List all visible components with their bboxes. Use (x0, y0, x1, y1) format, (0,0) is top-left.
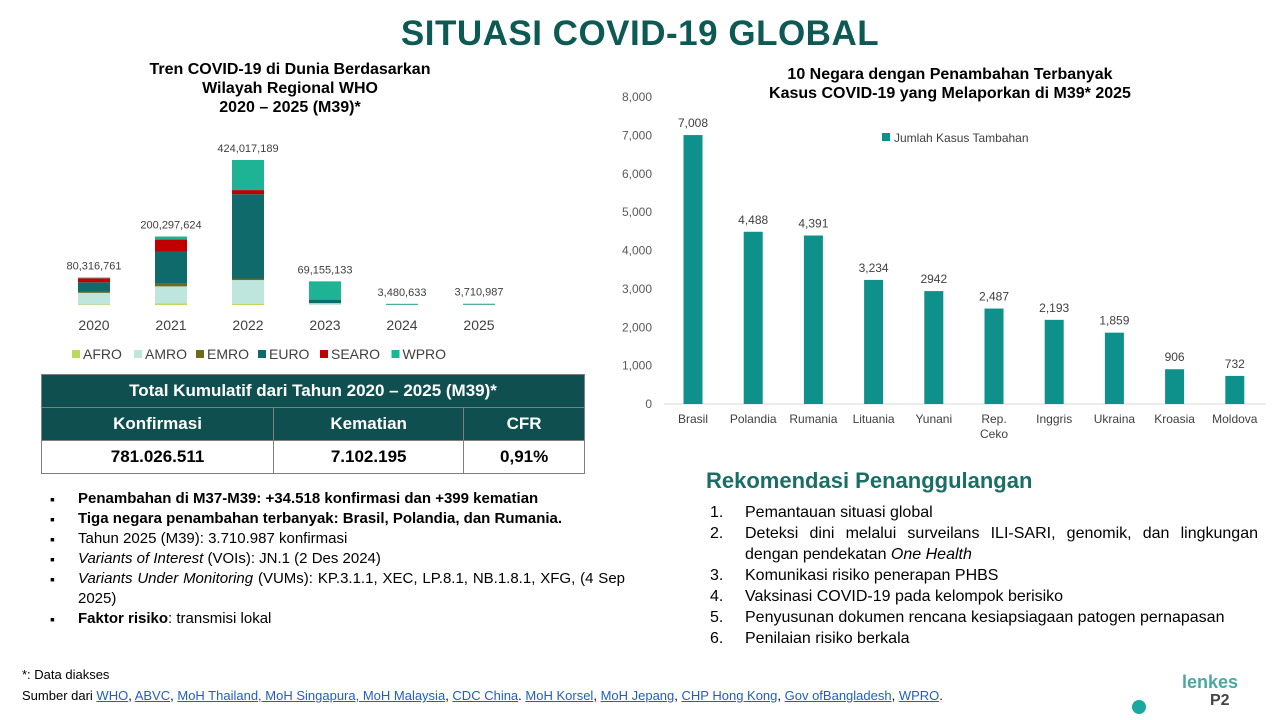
bar-segment-emro (78, 291, 110, 292)
bullet-italic-text: Variants Under Monitoring (78, 570, 254, 587)
x-tick-label: Lituania (852, 412, 895, 426)
bullet-text: (VOIs): JN.1 (2 Des 2024) (203, 550, 381, 567)
bullet-item: ▪ Tahun 2025 (M39): 3.710.987 konfirmasi (50, 529, 625, 549)
footer-separator: . (518, 688, 526, 703)
footer-separator: , (891, 688, 899, 703)
bar (684, 135, 703, 404)
bar-segment-amro (155, 286, 187, 303)
y-tick-label: 8,000 (621, 90, 652, 104)
recommendations-list (710, 502, 1258, 649)
source-link-moh-asean[interactable]: MoH Thailand, MoH Singapura, MoH Malaysia (177, 688, 446, 703)
recommendation-item (710, 607, 1258, 628)
table-header-cfr: CFR (464, 408, 585, 441)
logo-mark-icon (1132, 700, 1146, 714)
item-number: 1. (710, 504, 724, 521)
bar-segment-euro (309, 300, 341, 303)
table-value-kematian: 7.102.195 (274, 441, 464, 474)
bar-segment-amro (309, 303, 341, 305)
bar-segment-searo (232, 190, 264, 194)
legend-swatch (392, 350, 400, 358)
item-number: 4. (710, 588, 724, 605)
x-tick-label: Ceko (979, 427, 1009, 441)
bar-segment-wpro (309, 281, 341, 299)
x-tick-label: Moldova (1212, 412, 1258, 426)
total-label: 69,155,133 (297, 264, 353, 277)
legend-swatch (882, 133, 890, 141)
item-number: 3. (710, 567, 724, 584)
footer-separator: , (170, 688, 178, 703)
bar (744, 232, 763, 404)
x-tick-label: Yunani (915, 412, 953, 426)
x-tick-label: 2021 (155, 317, 187, 333)
logo-suffix: P2 (1210, 692, 1230, 709)
bullet-item (50, 569, 625, 609)
source-link-who[interactable]: WHO (96, 688, 129, 703)
data-label: 2942 (920, 272, 948, 287)
source-link-moh-korsel[interactable]: MoH Korsel (525, 688, 594, 703)
x-tick-label: 2024 (386, 317, 418, 333)
cumulative-summary-table (41, 374, 585, 474)
legend-swatch (72, 350, 80, 358)
footer-separator: , (674, 688, 682, 703)
x-tick-label: Rumania (789, 412, 838, 426)
bullet-text: (VUMs): KP.3.1.1, XEC, LP.8.1, NB.1.8.1, XFG, (4 Sep 2025) (78, 570, 625, 607)
x-tick-label: Ukraina (1093, 412, 1136, 426)
data-label: 3,234 (858, 260, 889, 275)
bar-segment-wpro (232, 160, 264, 190)
x-tick-label: Brasil (677, 412, 709, 426)
total-label: 424,017,189 (217, 143, 279, 155)
item-italic-text: One Health (890, 546, 972, 563)
right-chart-title-line-1: 10 Negara dengan Penambahan Terbanyak (787, 66, 1113, 83)
item-text: Penilaian risiko berkala (745, 630, 910, 647)
bar-segment-euro (232, 194, 264, 278)
footer-separator: , (593, 688, 601, 703)
footer-separator: , (445, 688, 453, 703)
bar-segment-amro (232, 280, 264, 304)
data-label: 2,193 (1039, 300, 1070, 315)
footer-separator: . (939, 688, 943, 703)
bar (985, 309, 1004, 404)
bar-segment-euro (155, 252, 187, 284)
bar-segment-afro (155, 303, 187, 305)
bullet-bold-text: Faktor risiko (78, 610, 169, 627)
footer-separator: , (777, 688, 785, 703)
recommendation-item (710, 502, 1258, 523)
bullet-item: ▪ Penambahan di M37-M39: +34.518 konfirmasi dan +399 kematian (50, 489, 625, 509)
legend-swatch (320, 350, 328, 358)
table-value-konfirmasi: 781.026.511 (42, 441, 274, 474)
left-chart-title-line-2: Wilayah Regional WHO (202, 80, 378, 97)
legend-swatch (258, 350, 266, 358)
table-header-konfirmasi: Konfirmasi (42, 408, 274, 441)
source-footer (22, 664, 943, 706)
bar (1105, 333, 1124, 404)
legend-label: WPRO (402, 346, 447, 362)
data-label: 1,859 (1099, 313, 1130, 328)
bar-segment-emro (155, 284, 187, 287)
footer-separator: , (128, 688, 135, 703)
total-label: 80,316,761 (66, 260, 122, 273)
legend-label: SEARO (331, 346, 381, 362)
table-header-kematian: Kematian (274, 408, 464, 441)
legend-label: EMRO (207, 346, 249, 362)
bar-segment-searo (78, 278, 110, 282)
y-tick-label: 5,000 (621, 205, 652, 220)
left-chart-title (100, 60, 480, 117)
table-title: Total Kumulatif dari Tahun 2020 – 2025 (M39)* (42, 375, 585, 408)
item-number: 2. (710, 525, 724, 542)
bar-segment-wpro (463, 304, 495, 305)
left-chart-title-line-3: 2020 – 2025 (M39)* (219, 99, 361, 116)
y-tick-label: 1,000 (621, 358, 652, 373)
regional-trend-chart (40, 130, 540, 375)
x-tick-label: 2025 (463, 317, 495, 333)
bar-segment-searo (155, 240, 187, 252)
source-link-cdc-china[interactable]: CDC China (452, 688, 519, 703)
item-number: 5. (710, 609, 724, 626)
bar (864, 280, 883, 404)
legend-label: EURO (269, 346, 310, 362)
legend-label: AFRO (83, 346, 122, 362)
y-tick-label: 4,000 (621, 243, 652, 258)
item-text: Deteksi dini melalui surveilans ILI-SARI, genomik, dan lingkungan dengan pendekatan (745, 525, 1258, 563)
x-tick-label: 2022 (232, 317, 264, 333)
bar-segment-afro (232, 304, 264, 305)
recommendation-item (710, 628, 1258, 649)
y-tick-label: 7,000 (621, 128, 652, 143)
item-text: Komunikasi risiko penerapan PHBS (745, 567, 999, 584)
bar (1045, 320, 1064, 404)
bar (804, 235, 823, 404)
data-label: 4,488 (738, 212, 769, 227)
item-text: Penyusunan dokumen rencana kesiapsiagaan patogen pernapasan (745, 609, 1225, 626)
data-label: 4,391 (798, 216, 829, 231)
bar-segment-wpro (78, 278, 110, 279)
total-label: 200,297,624 (140, 219, 202, 232)
item-text: Pemantauan situasi global (745, 504, 933, 521)
item-number: 6. (710, 630, 724, 647)
x-tick-label: Kroasia (1154, 412, 1195, 426)
recommendations-title: Rekomendasi Penanggulangan (706, 468, 1033, 493)
key-points-list (50, 489, 625, 629)
x-tick-label: Rep. (981, 412, 1007, 426)
data-label: 906 (1164, 350, 1185, 365)
bar (924, 291, 943, 404)
bar-segment-emro (232, 278, 264, 280)
y-tick-label: 3,000 (621, 281, 652, 296)
bullet-item: ▪ Tiga negara penambahan terbanyak: Brasil, Polandia, dan Rumania. (50, 509, 625, 529)
top-countries-chart (600, 85, 1280, 455)
page-title: SITUASI COVID-19 GLOBAL (400, 14, 880, 53)
bullet-text: : transmisi lokal (168, 610, 272, 627)
legend-label: Jumlah Kasus Tambahan (894, 131, 1029, 145)
legend-swatch (134, 350, 142, 358)
recommendation-item (710, 565, 1258, 586)
data-label: 732 (1224, 356, 1245, 371)
recommendation-item (710, 523, 1258, 565)
table-value-cfr: 0,91% (464, 441, 585, 474)
footer-note: *: Data diakses (22, 667, 110, 682)
legend-label: AMRO (145, 346, 187, 362)
bar-segment-amro (78, 293, 110, 305)
bar-segment-wpro (386, 304, 418, 305)
data-label: 2,487 (978, 289, 1010, 304)
source-link-gov-bangladesh[interactable]: Gov ofBangladesh (784, 688, 892, 703)
bar-segment-afro (78, 304, 110, 305)
y-tick-label: 0 (645, 397, 652, 411)
total-label: 3,480,633 (377, 286, 427, 299)
recommendation-item (710, 586, 1258, 607)
x-tick-label: Polandia (729, 412, 777, 426)
bar (1225, 376, 1244, 404)
source-link-wpro[interactable]: WPRO (898, 688, 940, 703)
legend-swatch (196, 350, 204, 358)
source-link-moh-jepang[interactable]: MoH Jepang (600, 688, 675, 703)
y-tick-label: 2,000 (621, 320, 652, 335)
bullet-italic-text: Variants of Interest (78, 550, 204, 567)
source-link-chp-hk[interactable]: CHP Hong Kong (681, 688, 778, 703)
bullet-item (50, 609, 625, 629)
bullet-item (50, 549, 625, 569)
bar (1165, 369, 1184, 404)
item-text: Vaksinasi COVID-19 pada kelompok berisiko (745, 588, 1064, 605)
left-chart-title-line-1: Tren COVID-19 di Dunia Berdasarkan (149, 61, 431, 78)
x-tick-label: Inggris (1036, 412, 1073, 426)
x-tick-label: 2023 (309, 317, 341, 333)
right-chart-title-line-2: Kasus COVID-19 yang Melaporkan di M39* 2025 (769, 85, 1131, 102)
logo-text: lenkes (1182, 672, 1239, 692)
total-label: 3,710,987 (454, 286, 504, 299)
footer-sources (22, 685, 943, 706)
bar-segment-euro (78, 282, 110, 291)
y-tick-label: 6,000 (621, 166, 652, 181)
source-link-abvc[interactable]: ABVC (134, 688, 171, 703)
bar-segment-wpro (155, 237, 187, 240)
data-label: 7,008 (677, 116, 709, 131)
x-tick-label: 2020 (78, 317, 110, 333)
footer-prefix: Sumber dari (22, 688, 97, 703)
